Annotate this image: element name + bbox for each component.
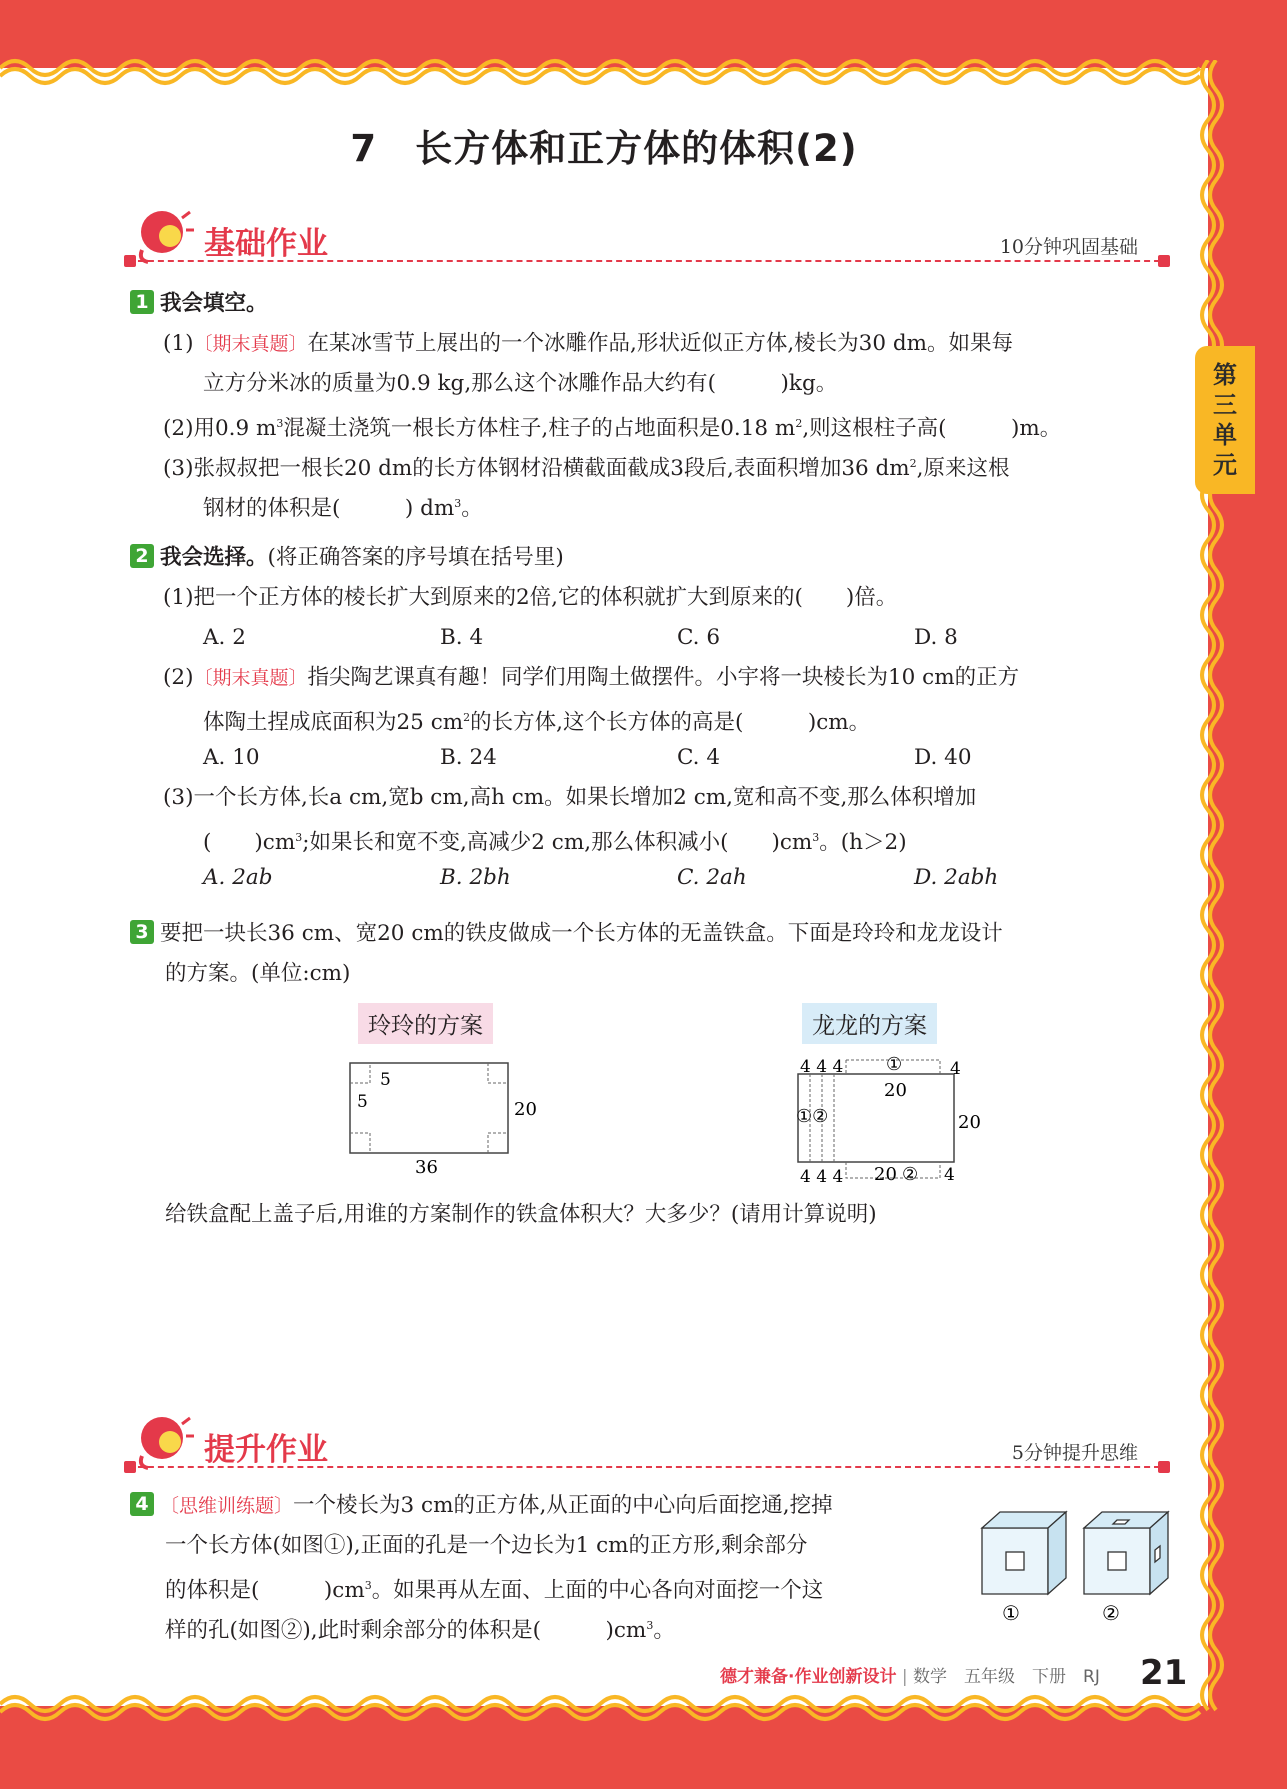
option-b[interactable]: B. 2bh — [440, 865, 511, 890]
question-4-line-2: 一个长方体(如图①),正面的孔是一个边长为1 cm的正方形,剩余部分 — [165, 1533, 808, 1558]
exam-tag: 〔期末真题〕 — [193, 667, 308, 689]
question-1-part-2: (2)用0.9 $m^3$混凝土浇筑一根长方体柱子,柱子的占地面积是0.18 $m^2$,则这根柱子高( )m。 — [163, 416, 1062, 442]
section-advanced-title: 提升作业 — [204, 1432, 328, 1468]
fig-b-label-top-left: 4 4 4 — [800, 1057, 844, 1077]
question-1-part-3-line-2: 钢材的体积是( ) $dm^3$。 — [203, 496, 483, 522]
plan-a-label: 玲玲的方案 — [358, 1003, 493, 1044]
fig-a-label-corner-top: 5 — [380, 1070, 391, 1090]
footer: 德才兼备·作业创新设计 | 数学 五年级 下册 RJ — [720, 1667, 1100, 1687]
plan-b-label: 龙龙的方案 — [802, 1003, 937, 1044]
cube-figures — [978, 1506, 1178, 1628]
exam-tag: 〔期末真题〕 — [193, 333, 308, 355]
fig-b-label-top-circle: ① — [886, 1054, 903, 1075]
question-4-line-1: 4 〔思维训练题〕一个棱长为3 cm的正方体,从正面的中心向后面挖通,挖掉 — [130, 1486, 833, 1526]
fig-b-label-top-right: 4 — [950, 1059, 961, 1079]
option-b[interactable]: B. 4 — [440, 625, 484, 650]
option-a[interactable]: A. 10 — [203, 745, 260, 770]
fig-b-label-bottom-left: 4 4 4 — [800, 1167, 844, 1187]
fig-b-label-right: 20 — [958, 1112, 981, 1133]
footer-info: 数学 五年级 下册 RJ — [913, 1667, 1100, 1687]
question-2-part-2-options — [203, 738, 1151, 778]
fig-b-label-bottom-right: 4 — [944, 1165, 955, 1185]
question-2-part-2-line-2: 体陶土捏成底面积为25 $cm^2$的长方体,这个长方体的高是( )cm。 — [203, 710, 871, 736]
question-1-part-3: (3)张叔叔把一根长20 dm的长方体钢材沿横截面截成3段后,表面积增加36 $dm^2$,原来这根 — [163, 456, 1010, 482]
option-c[interactable]: C. 4 — [677, 745, 721, 770]
question-3-line-1: 3 要把一块长36 cm、宽20 cm的铁皮做成一个长方体的无盖铁盒。下面是玲玲和龙龙设计 — [130, 914, 1003, 954]
wavy-border-right — [1196, 60, 1236, 1720]
option-c[interactable]: C. 6 — [677, 625, 721, 650]
option-a[interactable]: A. 2ab — [203, 865, 273, 890]
question-4-line-3: 的体积是( )$cm^3$。如果再从左面、上面的中心各向对面挖一个这 — [165, 1578, 824, 1604]
question-2-part-3-line-2: ( )$cm^3$;如果长和宽不变,高减少2 cm,那么体积减小( )$cm^3$。(h＞2) — [203, 830, 907, 856]
section-divider — [128, 260, 1170, 262]
fig-b-label-bottom-mid: 20 — [874, 1164, 897, 1185]
fig-b-label-left-circles: ①② — [796, 1106, 829, 1127]
option-d[interactable]: D. 40 — [914, 745, 972, 770]
question-4-line-4: 样的孔(如图②),此时剩余部分的体积是( )$cm^3$。 — [165, 1618, 675, 1644]
question-2-part-1: (1)把一个正方体的棱长扩大到原来的2倍,它的体积就扩大到原来的( )倍。 — [163, 585, 898, 610]
page-title: 7 长方体和正方体的体积(2) — [350, 127, 858, 170]
fig-a-label-bottom: 36 — [415, 1157, 438, 1178]
question-number: 4 — [130, 1492, 154, 1516]
wavy-border-bottom — [0, 1690, 1210, 1740]
wavy-border-top — [0, 40, 1210, 90]
megaphone-icon — [134, 206, 194, 264]
page-number: 21 — [1140, 1653, 1188, 1693]
plan-a-figure — [340, 1055, 560, 1185]
question-number: 1 — [130, 290, 154, 314]
section-basic-title: 基础作业 — [204, 226, 328, 262]
cube-1-label: ① — [1002, 1601, 1020, 1625]
question-2-part-3-options — [203, 858, 1151, 898]
question-1-head: 1 我会填空。 — [130, 284, 268, 324]
question-number: 3 — [130, 920, 154, 944]
option-d[interactable]: D. 8 — [914, 625, 958, 650]
section-advanced-subtitle: 5分钟提升思维 — [1011, 1442, 1138, 1464]
option-b[interactable]: B. 24 — [440, 745, 497, 770]
question-1-part-1-line-2: 立方分米冰的质量为0.9 kg,那么这个冰雕作品大约有( )kg。 — [203, 371, 838, 396]
plan-b-figure — [790, 1050, 1000, 1190]
fig-a-label-right: 20 — [514, 1099, 537, 1120]
question-3-line-2: 的方案。(单位:cm) — [165, 961, 351, 986]
option-a[interactable]: A. 2 — [203, 625, 246, 650]
section-divider — [128, 1466, 1170, 1468]
fig-b-label-bottom-circle: ② — [902, 1164, 919, 1185]
megaphone-icon — [134, 1412, 194, 1470]
think-tag: 〔思维训练题〕 — [160, 1495, 294, 1517]
question-1-part-1: (1)〔期末真题〕在某冰雪节上展出的一个冰雕作品,形状近似正方体,棱长为30 dm。如果每 — [163, 331, 1013, 356]
question-number: 2 — [130, 544, 154, 568]
question-2-part-1-options — [203, 618, 1151, 658]
fig-b-label-top-num: 20 — [884, 1080, 907, 1101]
cube-2 — [1084, 1512, 1168, 1594]
cube-2-label: ② — [1102, 1601, 1120, 1625]
option-c[interactable]: C. 2ah — [677, 865, 747, 890]
cube-1 — [982, 1512, 1066, 1594]
answer-area[interactable] — [165, 1240, 1165, 1400]
question-2-head: 2 我会选择。(将正确答案的序号填在括号里) — [130, 538, 564, 578]
fig-a-label-corner-side: 5 — [357, 1092, 368, 1112]
question-2-part-3: (3)一个长方体,长a cm,宽b cm,高h cm。如果长增加2 cm,宽和高不变,那么体积增加 — [163, 785, 977, 810]
option-d[interactable]: D. 2abh — [914, 865, 999, 890]
question-2-part-2: (2)〔期末真题〕指尖陶艺课真有趣！同学们用陶土做摆件。小宇将一块棱长为10 cm的正方 — [163, 665, 1020, 690]
question-3-prompt: 给铁盒配上盖子后,用谁的方案制作的铁盒体积大？大多少？(请用计算说明) — [165, 1202, 877, 1227]
section-basic-subtitle: 10分钟巩固基础 — [999, 236, 1138, 258]
unit-side-tab: 第 三 单 元 — [1195, 346, 1255, 494]
footer-brand: 德才兼备·作业创新设计 — [720, 1667, 897, 1687]
